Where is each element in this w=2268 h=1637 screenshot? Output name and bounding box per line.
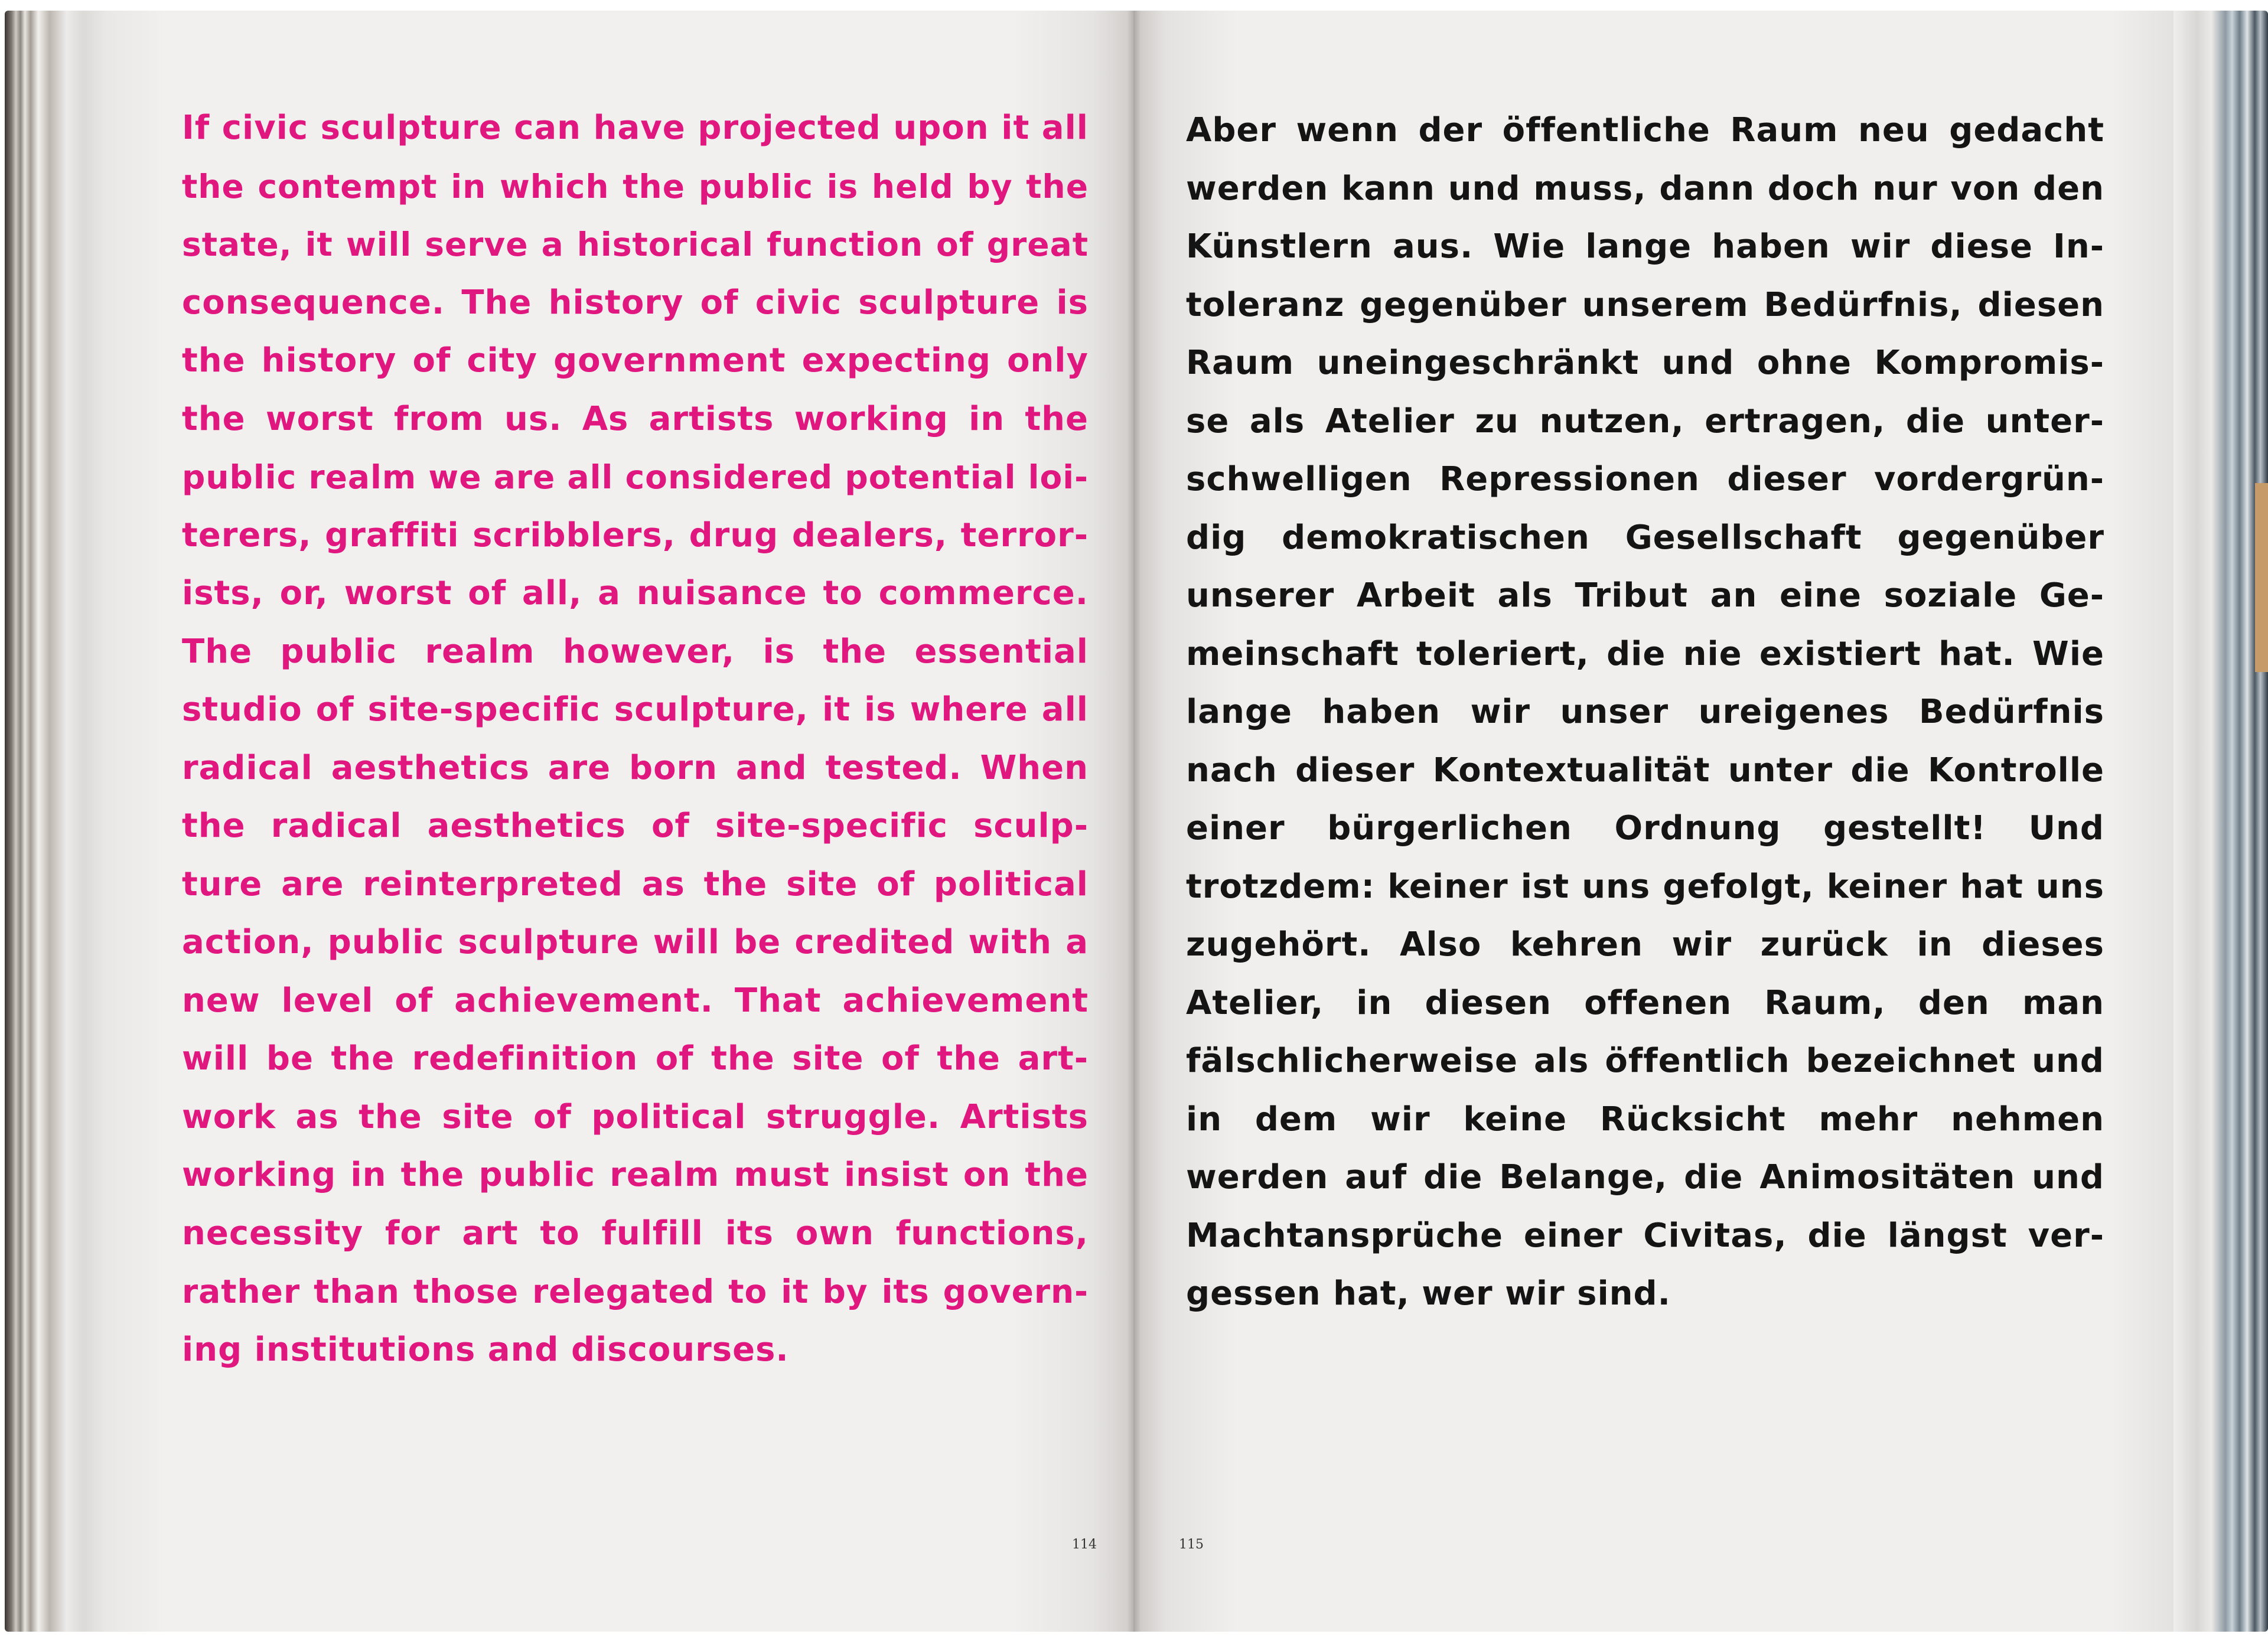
book-gutter	[1127, 11, 1141, 1632]
text-line: ing institutions and discourses.	[182, 1330, 789, 1369]
text-line: consequence. The history of civic sculpture is	[182, 283, 1089, 322]
text-line: se als Atelier zu nutzen, ertragen, die unter-	[1186, 402, 2104, 441]
text-line: Aber wenn der öffentliche Raum neu gedacht	[1186, 111, 2104, 149]
text-line: in dem wir keine Rücksicht mehr nehmen	[1186, 1100, 2104, 1139]
text-line: unserer Arbeit als Tribut an eine soziale Ge-	[1186, 576, 2104, 615]
text-line: dig demokratischen Gesellschaft gegenüber	[1186, 518, 2104, 557]
text-line: Atelier, in diesen offenen Raum, den man	[1186, 983, 2104, 1022]
page-edge-marker	[2255, 483, 2268, 672]
text-line: rather than those relegated to it by its govern-	[182, 1273, 1089, 1310]
text-line: toleranz gegenüber unserem Bedürfnis, diesen	[1186, 285, 2104, 324]
text-line: zugehört. Also kehren wir zurück in dieses	[1186, 925, 2104, 964]
text-line: radical aesthetics are born and tested. When	[182, 748, 1089, 787]
text-line: the radical aesthetics of site-specific sculp-	[182, 807, 1089, 845]
text-line: werden kann und muss, dann doch nur von den	[1186, 169, 2104, 208]
text-line: work as the site of political struggle. Artists	[182, 1097, 1089, 1136]
left-page-edges	[5, 11, 117, 1632]
text-line: the worst from us. As artists working in the	[182, 399, 1089, 438]
text-line: trotzdem: keiner ist uns gefolgt, keiner hat uns	[1186, 867, 2104, 906]
text-line: terers, graffiti scribblers, drug dealers, terror-	[182, 516, 1089, 555]
german-text-block	[1186, 102, 2104, 1323]
text-line: public realm we are all considered potential loi-	[182, 458, 1089, 496]
text-line: The public realm however, is the essential	[182, 632, 1089, 671]
text-line: necessity for art to fulfill its own functions,	[182, 1214, 1089, 1253]
text-line: studio of site-specific sculpture, it is where all	[182, 690, 1089, 729]
text-line: Raum uneingeschränkt und ohne Kompromis-	[1186, 344, 2104, 382]
text-line: the contempt in which the public is held by the	[182, 167, 1089, 206]
text-line: If civic sculpture can have projected upon it all	[182, 109, 1089, 147]
text-line: meinschaft toleriert, die nie existiert hat. Wie	[1186, 634, 2104, 673]
text-line: working in the public realm must insist on the	[182, 1156, 1089, 1194]
text-line: lange haben wir unser ureigenes Bedürfnis	[1186, 693, 2104, 731]
english-text-block	[182, 99, 1089, 1379]
text-line: nach dieser Kontextualität unter die Kontrolle	[1186, 751, 2104, 790]
text-line: werden auf die Belange, die Animositäten und	[1186, 1158, 2104, 1196]
right-page-edges	[2174, 11, 2268, 1632]
text-line: will be the redefinition of the site of the art-	[182, 1039, 1089, 1078]
text-line: einer bürgerlichen Ordnung gestellt! Und	[1186, 809, 2104, 847]
text-line: gessen hat, wer wir sind.	[1186, 1274, 1671, 1313]
text-line: action, public sculpture will be credited with a	[182, 923, 1089, 961]
text-line: state, it will serve a historical function of great	[182, 226, 1089, 263]
text-line: the history of city government expecting only	[182, 341, 1089, 380]
page-number-left: 114	[1072, 1537, 1097, 1552]
text-line: ists, or, worst of all, a nuisance to commerce.	[182, 574, 1089, 612]
text-line: Machtansprüche einer Civitas, die längst ver-	[1186, 1216, 2104, 1255]
text-line: fälschlicherweise als öffentlich bezeichnet und	[1186, 1042, 2104, 1080]
text-line: ture are reinterpreted as the site of political	[182, 865, 1089, 904]
text-line: new level of achievement. That achievement	[182, 981, 1089, 1020]
text-line: Künstlern aus. Wie lange haben wir diese In-	[1186, 227, 2104, 266]
text-line: schwelligen Repressionen dieser vordergrün-	[1186, 460, 2104, 498]
page-number-right: 115	[1179, 1537, 1204, 1552]
